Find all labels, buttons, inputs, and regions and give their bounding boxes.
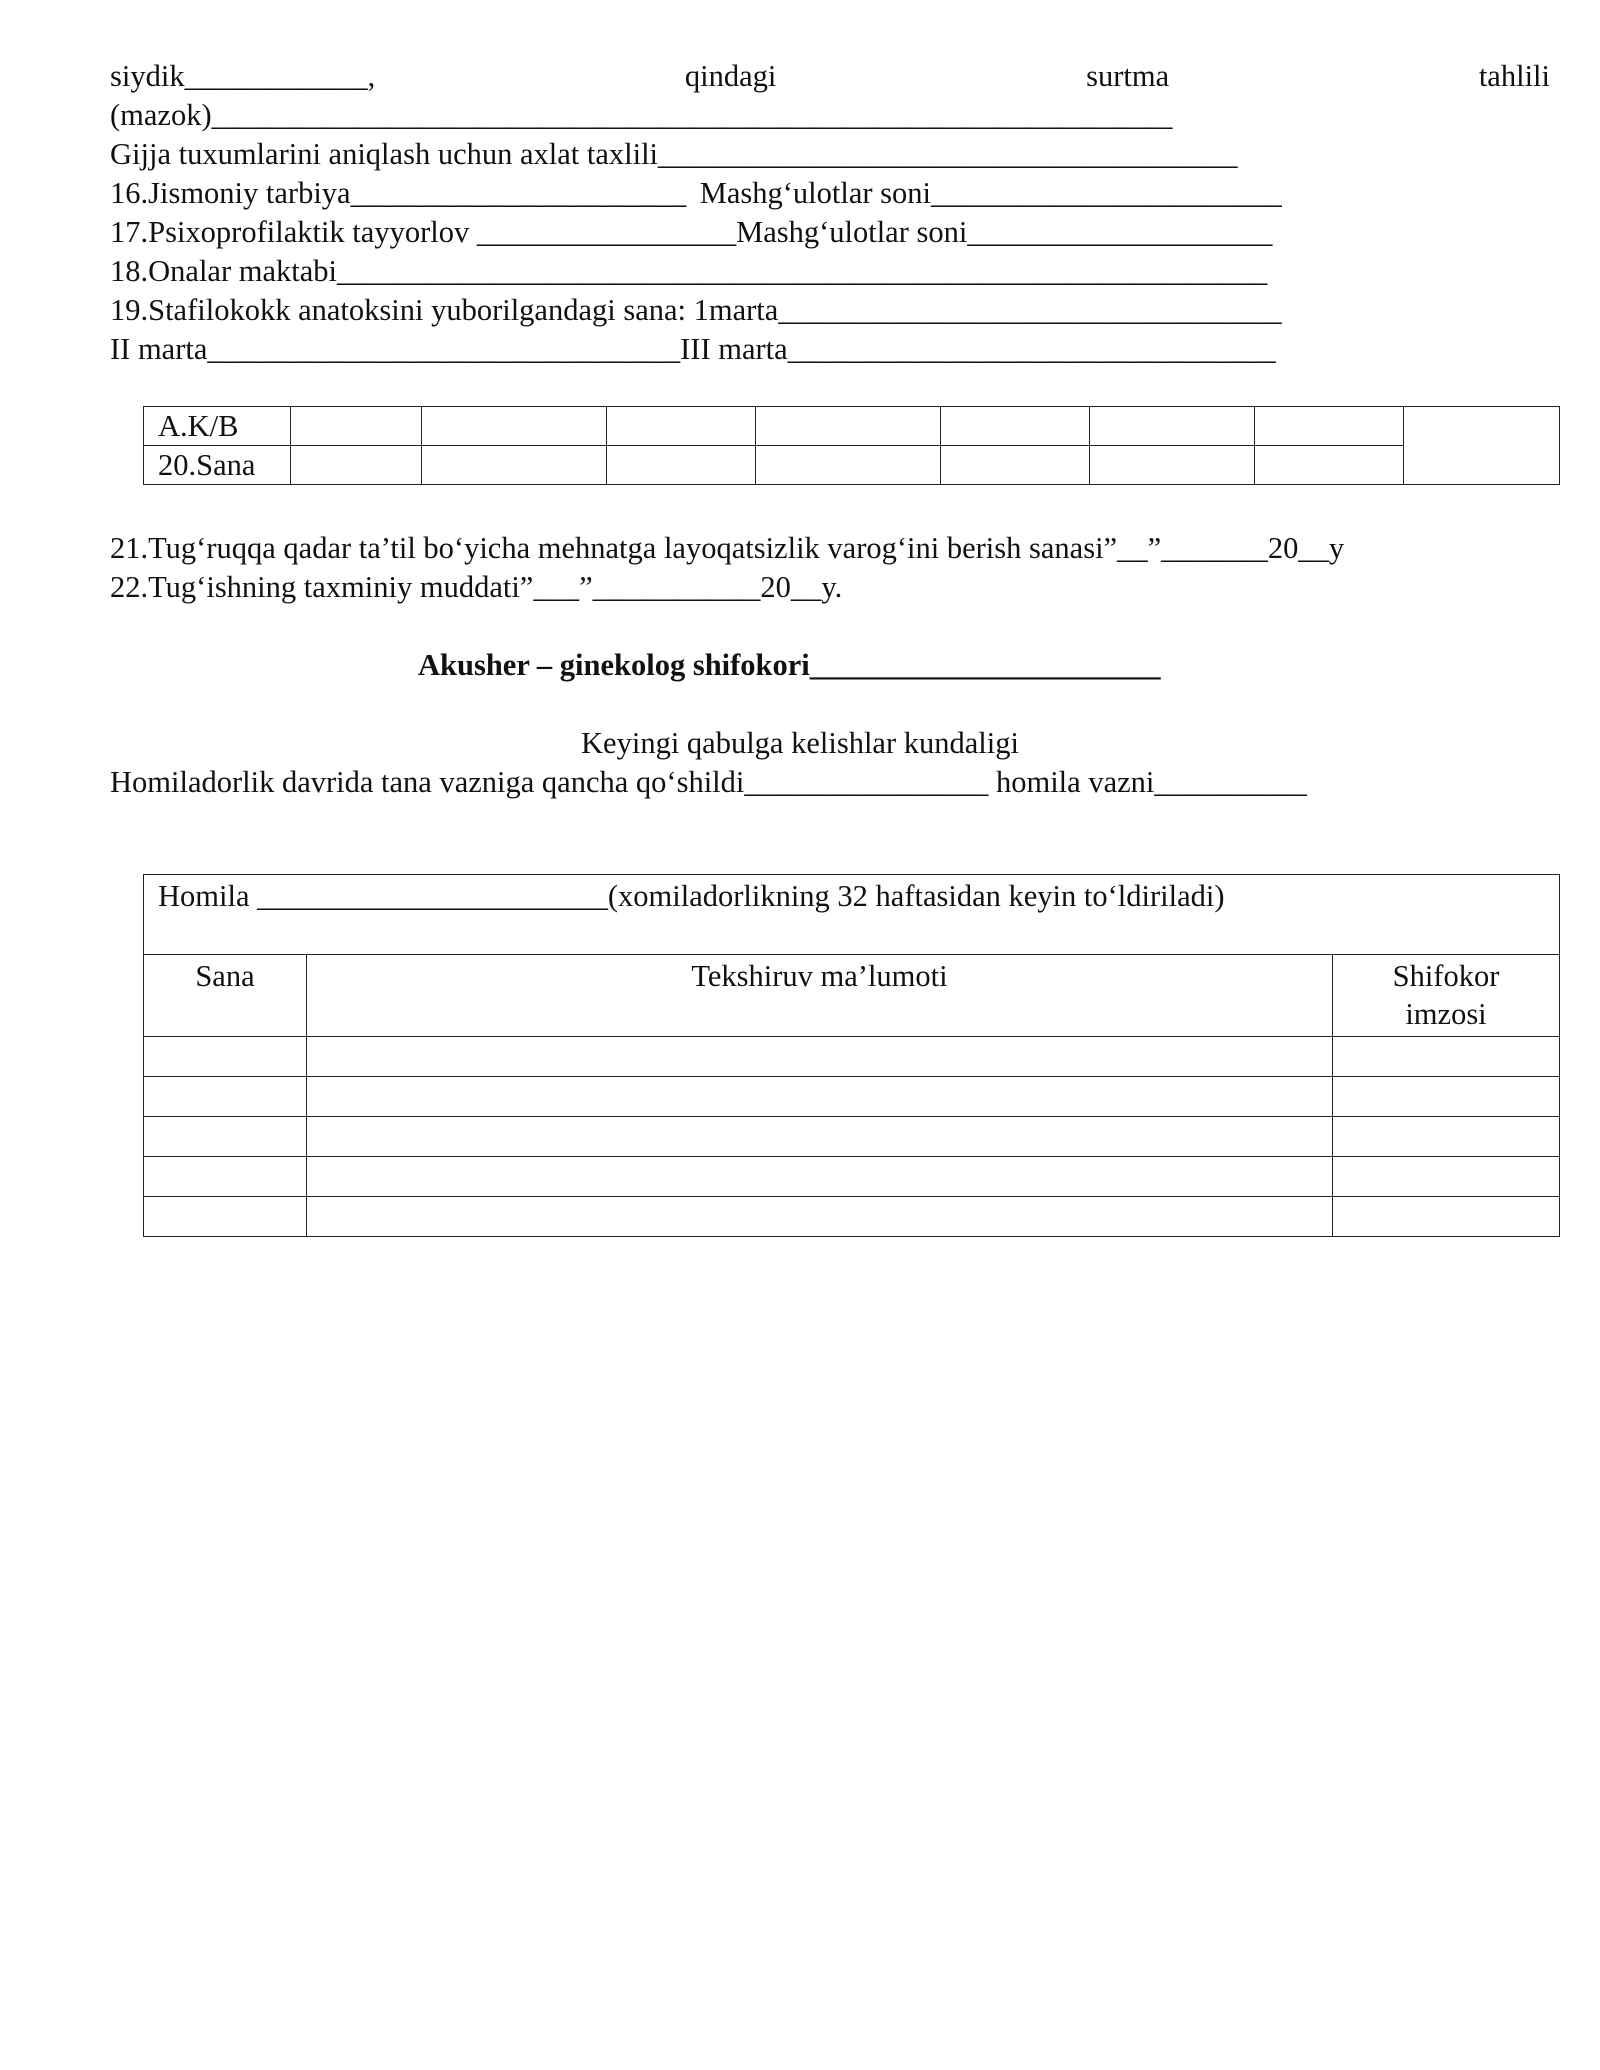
line-22-due-date: 22.Tug‘ishning taxminiy muddati”___”___________20__y. (110, 570, 843, 604)
table-cell[interactable] (1333, 1197, 1560, 1237)
table-row (144, 1197, 1560, 1237)
text-16-sessions: Mashg‘ulotlar soni_______________________ (699, 176, 1282, 210)
blood-pressure-table (143, 406, 1560, 485)
line-18-mothers-school: 18.Onalar maktabi_____________________________________________________________ (110, 254, 1268, 288)
table-cell[interactable] (1333, 1117, 1560, 1157)
table-cell[interactable] (1090, 446, 1255, 485)
table-cell[interactable] (1255, 407, 1404, 446)
homila-header-cell (144, 875, 1560, 955)
table-cell[interactable] (307, 1077, 1333, 1117)
line-21-leave-date: 21.Tug‘ruqqa qadar ta’til bo‘yicha mehnatga layoqatsizlik varog‘ini berish sanasi”__”_______20__y (110, 531, 1345, 565)
table-cell[interactable] (144, 1157, 307, 1197)
table-cell[interactable] (1333, 1077, 1560, 1117)
sana-label: 20.Sana (144, 446, 291, 485)
diary-title: Keyingi qabulga kelishlar kundaligi (581, 726, 1019, 760)
table-cell[interactable] (307, 1037, 1333, 1077)
homila-header: Homila _______________________(xomiladorlikning 32 haftasidan keyin to‘ldiriladi) (158, 879, 1225, 913)
col-imzo-line2: imzosi (1405, 997, 1487, 1031)
table-cell[interactable] (1255, 446, 1404, 485)
table-row (144, 446, 1560, 485)
text-surtma: surtma (1086, 59, 1170, 93)
fetus-visit-table (143, 874, 1560, 1237)
text-17: 17.Psixoprofilaktik tayyorlov _________________ (110, 215, 737, 249)
table-cell[interactable] (1333, 1037, 1560, 1077)
text-17-sessions: Mashg‘ulotlar soni____________________ (736, 215, 1273, 249)
akb-label: A.K/B (144, 407, 291, 446)
line-17-psychoprophylaxis (110, 217, 1272, 248)
col-tekshiruv: Tekshiruv ma’lumoti (307, 955, 1333, 1037)
line-19-doses (110, 334, 1276, 365)
text-iii-marta: III marta________________________________ (680, 332, 1276, 366)
line-urine-analysis (110, 61, 1550, 92)
table-cell[interactable] (144, 1037, 307, 1077)
table-cell[interactable] (941, 446, 1090, 485)
line-16-physical-training (110, 178, 1282, 209)
weight-gain-line: Homiladorlik davrida tana vazniga qancha qo‘shildi________________ homila vazni__________ (110, 765, 1307, 799)
col-imzo (1333, 955, 1560, 1037)
text-16: 16.Jismoniy tarbiya______________________ (110, 176, 687, 210)
table-header-row (144, 955, 1560, 1037)
line-stool-analysis: Gijja tuxumlarini aniqlash uchun axlat taxlili______________________________________ (110, 137, 1238, 171)
table-cell[interactable] (1333, 1157, 1560, 1197)
table-cell[interactable] (307, 1117, 1333, 1157)
text-ii-marta: II marta_______________________________ (110, 332, 681, 366)
table-cell[interactable] (756, 446, 941, 485)
doctor-signature-line: Akusher – ginekolog shifokori_______________________ (418, 648, 1161, 682)
table-cell[interactable] (422, 446, 607, 485)
table-row (144, 1037, 1560, 1077)
col-sana: Sana (144, 955, 307, 1037)
table-cell[interactable] (941, 407, 1090, 446)
text-qindagi: qindagi (684, 59, 777, 93)
col-imzo-line1: Shifokor (1392, 959, 1500, 993)
table-row (144, 407, 1560, 446)
table-cell[interactable] (291, 407, 422, 446)
table-cell[interactable] (756, 407, 941, 446)
table-cell[interactable] (291, 446, 422, 485)
table-cell[interactable] (1090, 407, 1255, 446)
table-cell[interactable] (144, 1197, 307, 1237)
table-cell[interactable] (607, 407, 756, 446)
table-cell[interactable] (1404, 407, 1560, 485)
text-tahlili: tahlili (1478, 59, 1550, 93)
table-cell[interactable] (307, 1197, 1333, 1237)
table-row (144, 1157, 1560, 1197)
table-cell[interactable] (607, 446, 756, 485)
line-19-anatoxin: 19.Stafilokokk anatoksini yuborilgandagi sana: 1marta_________________________________ (110, 293, 1282, 327)
text-siydik: siydik____________, (110, 59, 376, 93)
table-cell[interactable] (144, 1077, 307, 1117)
table-cell[interactable] (307, 1157, 1333, 1197)
table-cell[interactable] (144, 1117, 307, 1157)
table-row (144, 1117, 1560, 1157)
table-row (144, 875, 1560, 955)
table-cell[interactable] (422, 407, 607, 446)
table-row (144, 1077, 1560, 1117)
line-mazok: (mazok)_______________________________________________________________ (110, 98, 1173, 132)
